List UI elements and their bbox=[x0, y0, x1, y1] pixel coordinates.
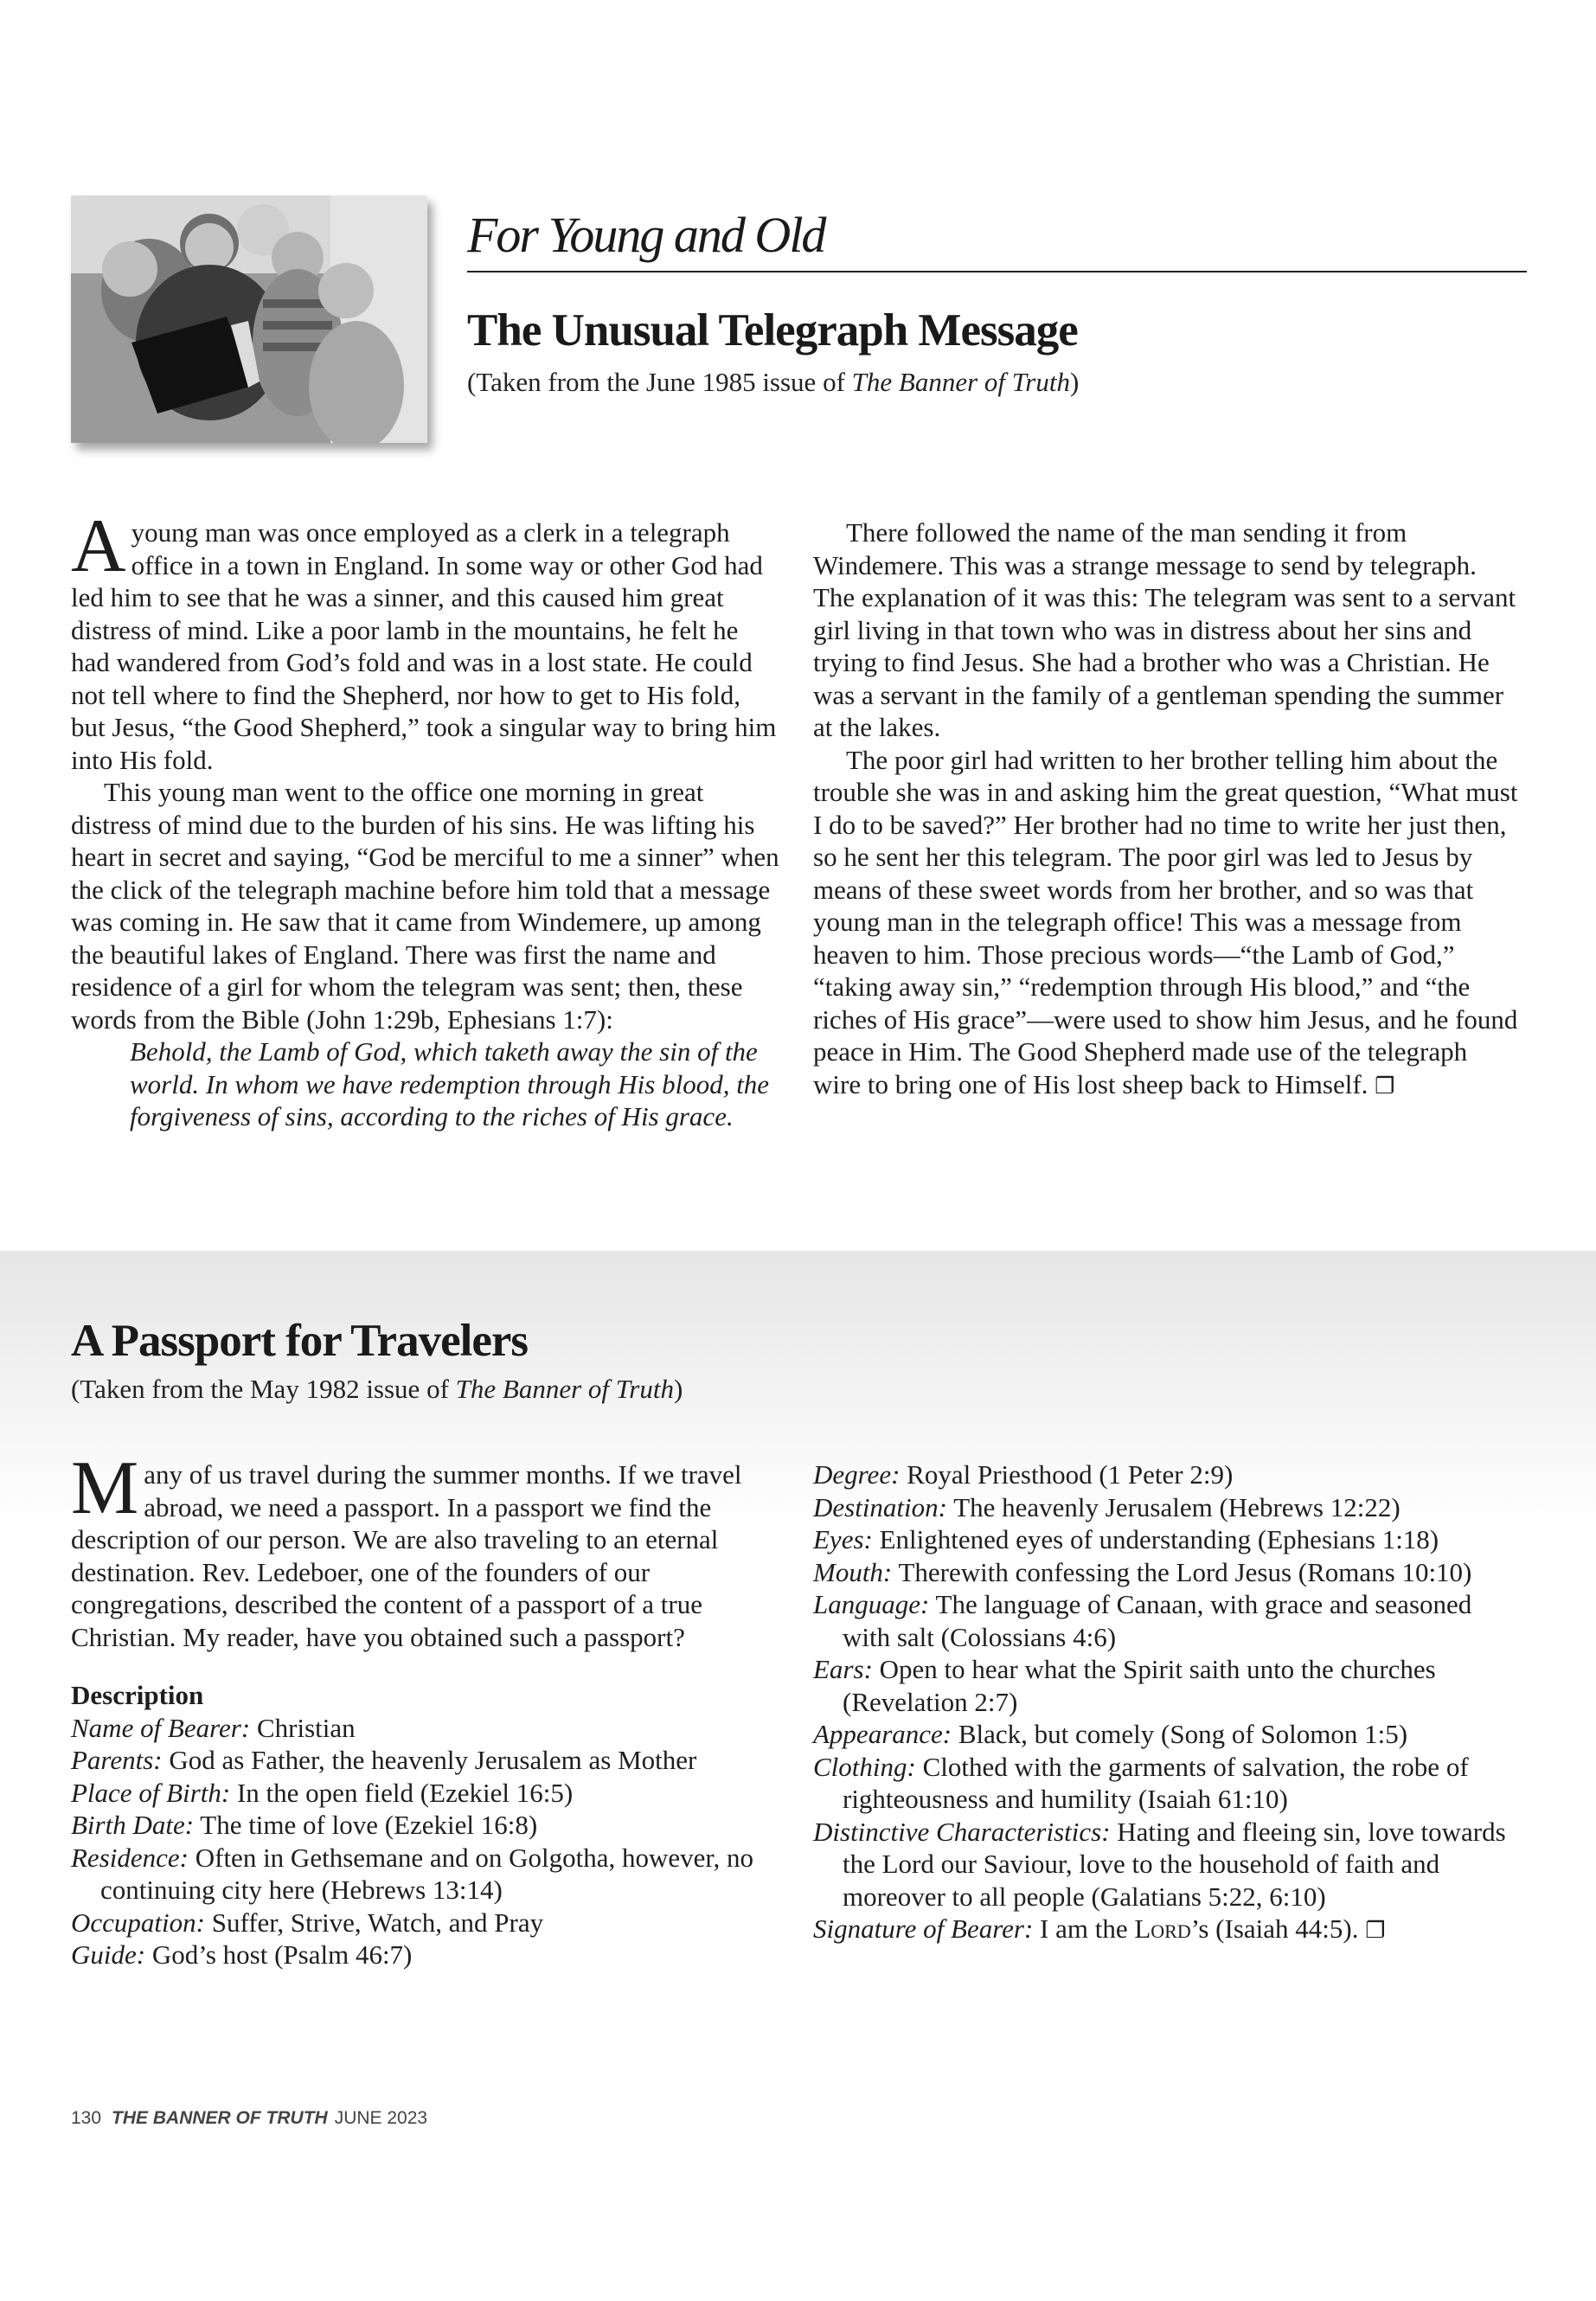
section-label: For Young and Old bbox=[467, 206, 833, 264]
scripture-quote: Behold, the Lamb of God, which taketh away the sin of the world. In whom we have redemption through His blood, the forgiveness of sins, according to the riches of His grace. bbox=[130, 1036, 770, 1131]
article-source-line: (Taken from the June 1985 issue of The Banner of Truth) bbox=[467, 367, 1080, 397]
passport-entry-text: The language of Canaan, with grace and seasoned with salt (Colossians 4:6) bbox=[843, 1589, 1472, 1652]
passport-entry-text: Often in Gethsemane and on Golgotha, however, no continuing city here (Hebrews 13:14) bbox=[100, 1842, 754, 1905]
passport-entry-text: Enlightened eyes of understanding (Ephesians 1:18) bbox=[872, 1524, 1439, 1554]
article1-paragraph-1: Ayoung man was once employed as a clerk in a telegraph office in a town in England. In some way or other God had led him to see that he was a sinner, and this caused him great distress of mind. Like a poor lamb in the mountains, he felt he had wandered from God’s fold and was in a lost state. He could not tell where to find the Shepherd, nor how to get to His fold, but Jesus, “the Good Shepherd,” took a singular way to bring him into His fold. bbox=[71, 504, 777, 775]
passport-entry-label: Guide: bbox=[71, 1939, 146, 1970]
drop-cap: M bbox=[71, 1446, 139, 1530]
article2-left-column bbox=[71, 1446, 782, 1971]
passport-entry-text: Open to hear what the Spirit saith unto the churches (Revelation 2:7) bbox=[843, 1654, 1436, 1717]
passport-entry bbox=[813, 1718, 1518, 1751]
passport-entries-left bbox=[71, 1712, 782, 1971]
article2-source-line: (Taken from the May 1982 issue of The Banner of Truth) bbox=[71, 1374, 683, 1404]
passport-entry bbox=[813, 1556, 1518, 1589]
article2-right-column bbox=[813, 1458, 1518, 1948]
passport-entry bbox=[71, 1809, 782, 1842]
passport-entry-label: Parents: bbox=[71, 1745, 163, 1775]
passport-entry-text: Clothed with the garments of salvation, the robe of righteousness and humility (Isaiah 61:10) bbox=[843, 1751, 1469, 1814]
article1-right-column bbox=[813, 516, 1518, 1103]
passport-entry bbox=[813, 1653, 1518, 1718]
article1-left-column bbox=[71, 504, 780, 1133]
footer-issue: JUNE 2023 bbox=[334, 2108, 428, 2128]
passport-entry-text: God as Father, the heavenly Jerusalem as Mother bbox=[162, 1745, 697, 1775]
passport-entry bbox=[71, 1842, 782, 1907]
article1-paragraph-4: The poor girl had written to her brother telling him about the trouble she was in and asking him the great question, “What must I do to be saved?” Her brother had no time to write her just then, so he sent her this telegram. The poor girl was led to Jesus by means of these sweet words from her brother, and so was that young man in the telegraph office! This was a message from heaven to him. Those precious words—“the Lamb of God,” “taking away sin,” “redemption through His blood,” and “the riches of His grace”—were used to show him Jesus, and he found peace in Him. The Good Shepherd made use of the telegraph wire to bring one of His lost sheep back to Himself. ❐ bbox=[813, 744, 1518, 1099]
family-reading-bible-image bbox=[71, 195, 427, 443]
passport-entry bbox=[71, 1939, 782, 1971]
passport-entry bbox=[813, 1816, 1518, 1913]
passport-entry-label: Distinctive Characteristics: bbox=[813, 1816, 1111, 1847]
passport-entry-label: Mouth: bbox=[813, 1556, 893, 1587]
footer-magazine: THE BANNER OF TRUTH bbox=[112, 2108, 328, 2128]
passport-entry-label: Occupation: bbox=[71, 1907, 205, 1938]
passport-entry-label: Place of Birth: bbox=[71, 1777, 231, 1808]
passport-entry-label: Name of Bearer: bbox=[71, 1712, 251, 1743]
passport-entry-label: Birth Date: bbox=[71, 1810, 195, 1840]
article1-paragraph-2: This young man went to the office one morning in great distress of mind due to the burden of his sins. He was lifting his heart in secret and saying, “God be merciful to me a sinner” when the click of the telegraph machine before him told that a message was coming in. He saw that it came from Windemere, up among the beautiful lakes of England. There was first the name and residence of a girl for whom the telegram was sent; then, these words from the Bible (John 1:29b, Ephesians 1:7): bbox=[71, 777, 779, 1035]
end-mark-icon: ❐ bbox=[1375, 1073, 1395, 1099]
passport-entry-label: Degree: bbox=[813, 1459, 901, 1490]
passport-entry-text: In the open field (Ezekiel 16:5) bbox=[230, 1777, 574, 1808]
passport-entry-text: The heavenly Jerusalem (Hebrews 12:22) bbox=[947, 1491, 1401, 1522]
family-photo bbox=[71, 195, 427, 443]
passport-entry-text: Royal Priesthood (1 Peter 2:9) bbox=[900, 1459, 1234, 1490]
passport-entry-signature: Signature of Bearer: I am the Lord’s (Isaiah 44:5). ❐ bbox=[813, 1913, 1386, 1944]
page-footer bbox=[71, 2108, 427, 2129]
passport-entry bbox=[813, 1491, 1518, 1524]
passport-entry bbox=[71, 1712, 782, 1745]
passport-entry-label: Appearance: bbox=[813, 1719, 952, 1749]
description-heading: Description bbox=[71, 1680, 204, 1710]
passport-entry bbox=[71, 1744, 782, 1777]
passport-entry-text: God’s host (Psalm 46:7) bbox=[145, 1939, 413, 1970]
passport-entry-text: Hating and fleeing sin, love towards the Lord our Saviour, love to the household of faith and moreover to all people (Galatians 5:22, 6:10) bbox=[843, 1816, 1506, 1912]
passport-entry-label: Clothing: bbox=[813, 1751, 916, 1782]
passport-entry bbox=[813, 1751, 1518, 1816]
passport-entry-label: Ears: bbox=[813, 1654, 873, 1684]
page-number: 130 bbox=[71, 2108, 102, 2128]
passport-entry-label: Residence: bbox=[71, 1842, 189, 1873]
end-mark-icon: ❐ bbox=[1365, 1918, 1386, 1944]
passport-entry-text: Suffer, Strive, Watch, and Pray bbox=[204, 1907, 544, 1938]
article1-paragraph-3: There followed the name of the man sending it from Windemere. This was a strange message to send by telegraph. The explanation of it was this: The telegram was sent to a servant girl living in that town who was in distress about her sins and trying to find Jesus. She had a brother who was a Christian. He was a servant in the family of a gentleman spending the summer at the lakes. bbox=[813, 517, 1516, 742]
passport-entry bbox=[813, 1588, 1518, 1653]
section-header bbox=[467, 206, 1527, 275]
passport-entry-text: Black, but comely (Song of Solomon 1:5) bbox=[952, 1719, 1408, 1749]
passport-entry bbox=[813, 1458, 1518, 1491]
passport-entry-label: Destination: bbox=[813, 1491, 947, 1522]
passport-entry bbox=[813, 1523, 1518, 1556]
article2-title: A Passport for Travelers bbox=[71, 1316, 528, 1366]
article-title: The Unusual Telegraph Message bbox=[467, 305, 1078, 356]
article2-intro: Many of us travel during the summer months. If we travel abroad, we need a passport. In a passport we find the description of our person. We are also traveling to an eternal destination. Rev. Ledeboer, one of the founders of our congregations, described the content of a passport of a true Christian. My reader, have you obtained such a passport? bbox=[71, 1446, 742, 1652]
passport-entry-label: Eyes: bbox=[813, 1524, 873, 1554]
passport-entry bbox=[71, 1777, 782, 1810]
section-header-rule bbox=[467, 271, 1527, 272]
passport-entry-text: Therewith confessing the Lord Jesus (Romans 10:10) bbox=[892, 1556, 1472, 1587]
passport-entries-right bbox=[813, 1458, 1518, 1913]
passport-entry-text: Christian bbox=[250, 1712, 356, 1743]
passport-entry-label: Language: bbox=[813, 1589, 930, 1619]
passport-entry-text: The time of love (Ezekiel 16:8) bbox=[194, 1810, 538, 1840]
drop-cap: A bbox=[71, 504, 126, 588]
passport-entry bbox=[71, 1907, 782, 1939]
